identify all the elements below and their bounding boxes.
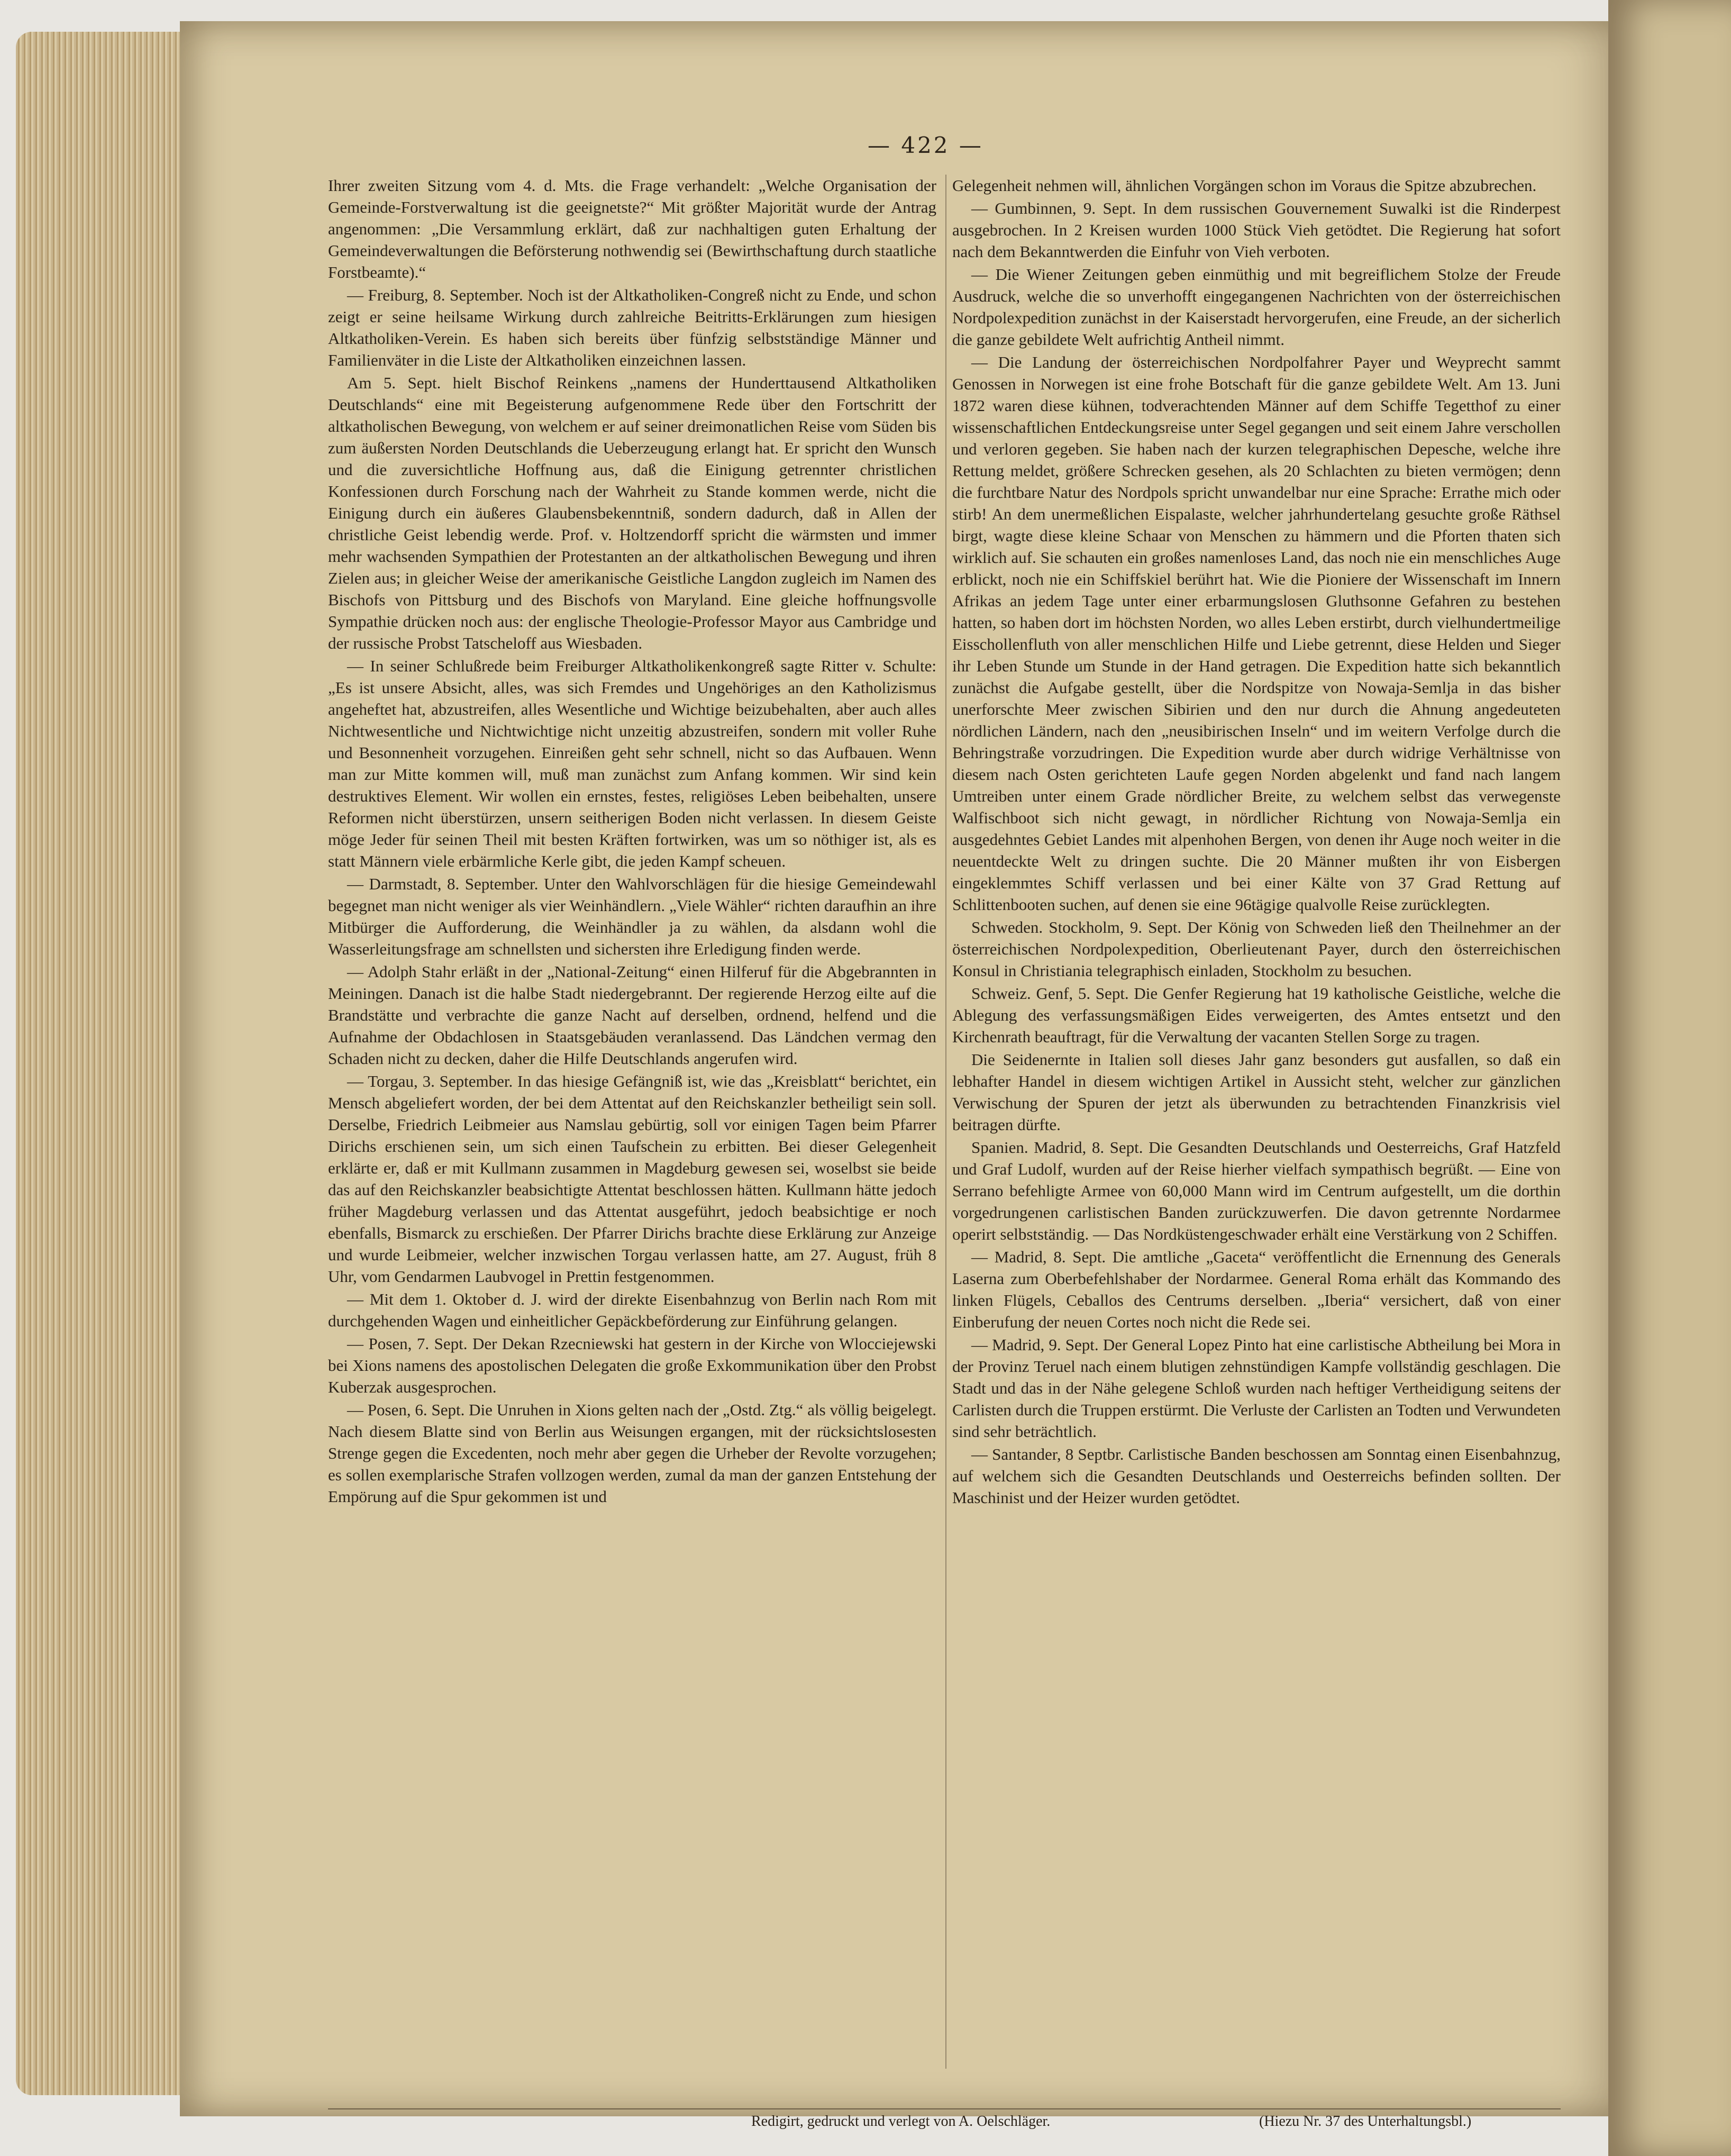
article-paragraph: — In seiner Schlußrede beim Freiburger Altkatholikenkongreß sagte Ritter v. Schulte: „Es ist unsere Absicht, alles, was sich Fremdes und Ungehöriges an den Katholizismus angeheftet hat, abzustreifen, alles Wesentliche und Wichtige beizubehalten, aber auch alles Nichtwesentliche und Nichtwichtige nicht unzeitig abzustreifen, sondern mit voller Ruhe und Besonnenheit vorzugehen. Einreißen geht sehr schnell, nicht so das Aufbauen. Wenn man zur Mitte kommen will, muß man zunächst zum Anfang kommen. Wir sind kein destruktives Element. Wir wollen ein ernstes, festes, religiöses Leben beibehalten, unsere Reformen nicht überstürzen, unsern seitherigen Boden nicht verlassen. In diesem Geiste möge Jeder für seinen Theil mit besten Kräften fortwirken, was um so nöthiger ist, als es statt Männern viele erbärmliche Kerle gibt, die jeden Kampf scheuen. — [328, 657, 936, 870]
article-paragraph: — Gumbinnen, 9. Sept. In dem russischen Gouvernement Suwalki ist die Rinderpest ausgebrochen. In 2 Kreisen wurden 1000 Stück Vieh getödtet. Die Regierung hat sofort nach dem Bekanntwerden die Einfuhr von Vieh verboten. — [952, 199, 1561, 261]
supplement-note: (Hiezu Nr. 37 des Unterhaltungsbl.) — [1259, 2113, 1472, 2130]
article-paragraph: — Torgau, 3. September. In das hiesige Gefängniß ist, wie das „Kreisblatt“ berichtet, ein Mensch abgeliefert worden, der bei dem Attentat auf den Reichskanzler betheiligt sein soll. Derselbe, Friedrich Leibmeier aus Namslau gebürtig, soll vor einigen Tagen beim Pfarrer Dirichs erschienen sein, um sich einen Taufschein zu erbitten. Bei dieser Gelegenheit erklärte er, daß er mit Kullmann zusammen in Magdeburg gewesen sei, woselbst sie beide das auf den Reichskanzler beabsichtigte Attentat beschlossen hätten. Kullmann hätte jedoch früher Magdeburg verlassen und das Attentat ausgeführt, jedoch beabsichtige er noch ebenfalls, Bismarck zu erschießen. Der Pfarrer Dirichs brachte diese Erklärung zur Anzeige und wurde Leibmeier, welcher inzwischen Torgau verlassen hatte, am 27. August, früh 8 Uhr, vom Gendarmen Laubvogel in Prettin festgenommen. — [328, 1072, 936, 1286]
article-paragraph: — Adolph Stahr erläßt in der „National-Zeitung“ einen Hilferuf für die Abgebrannten in Meiningen. Danach ist die halbe Stadt niedergebrannt. Der regierende Herzog eilte auf die Brandstätte und verbrachte die ganze Nacht auf derselben, ordnend, helfend und die Aufnahme der Obdachlosen in Staatsgebäuden veranlassend. Das Ländchen vermag den Schaden nicht zu decken, daher die Hilfe Deutschlands angerufen wird. — [328, 962, 936, 1068]
article-paragraph: Die Seidenernte in Italien soll dieses Jahr ganz besonders gut ausfallen, so daß ein lebhafter Handel in diesem wichtigen Artikel in Aussicht steht, welcher zur gänzlichen Verwischung der Spuren der jetzt als überwunden zu betrachtenden Finanzkrisis viel beitragen dürfte. — [952, 1050, 1561, 1134]
article-paragraph: — Santander, 8 Septbr. Carlistische Banden beschossen am Sonntag einen Eisenbahnzug, auf welchem sich die Gesandten Deutschlands und Oesterreichs befinden sollten. Der Maschinist und der Heizer wurden getödtet. — [952, 1445, 1561, 1507]
article-paragraph: — Posen, 6. Sept. Die Unruhen in Xions gelten nach der „Ostd. Ztg.“ als völlig beigelegt. Nach diesem Blatte sind von Berlin aus Weisungen ergangen, mit der rücksichtslosesten Strenge gegen die Excedenten, noch mehr aber gegen die Urheber der Revolte vorzugehen; es sollen exemplarische Strafen vollzogen werden, zumal da man der ganzen Entstehung der Empörung auf die Spur gekommen ist und — [328, 1400, 936, 1506]
article-paragraph: — Darmstadt, 8. September. Unter den Wahlvorschlägen für die hiesige Gemeindewahl begegnet man nicht weniger als vier Weinhändlern. „Viele Wähler“ richten daraufhin an ihre Mitbürger die Aufforderung, die Weinhändler ja zu wählen, da alsdann wohl die Wasserleitungsfrage am schnellsten und sichersten ihre Erledigung finden werde. — [328, 875, 936, 958]
right-column — [952, 175, 1561, 2079]
article-paragraph: — Freiburg, 8. September. Noch ist der Altkatholiken-Congreß nicht zu Ende, und schon zeigt er seine heilsame Wirkung durch zahlreiche Beitritts-Erklärungen zum hiesigen Altkatholiken-Verein. Es haben sich bereits über fünfzig selbstständige Männer und Familienväter in die Liste der Altkatholiken einzeichnen lassen. — [328, 286, 936, 369]
article-paragraph: — Die Landung der österreichischen Nordpolfahrer Payer und Weyprecht sammt Genossen in Norwegen ist eine frohe Botschaft für die ganze gebildete Welt. Am 13. Juni 1872 waren diese kühnen, todverachtenden Männer auf dem Schiffe Tegetthof zu einer wissenschaftlichen Entdeckungsreise unter Segel gegangen und seit einem Jahre verschollen und verloren gegeben. Sie haben nach der kurzen telegraphischen Depesche, welche ihre Rettung meldet, größere Schrecken gesehen, als 20 Schlachten zu bieten vermögen; denn die furchtbare Natur des Nordpols spricht unwandelbar nur eine Sprache: Errathe mich oder stirb! An dem unermeßlichen Eispalaste, welcher jahrhundertelang gesuchte große Räthsel birgt, wagte diese kleine Schaar von Menschen zu hämmern und die Pforten thaten sich wirklich auf. Sie schauten ein großes namenloses Land, das noch nie ein menschliches Auge erblickt, noch nie ein Schiffskiel berührt hat. Wie die Pioniere der Wissenschaft im Innern Afrikas an jedem Tage unter einer erbarmungslosen Gluthsonne Gefahren zu bestehen hatten, so haben dort im höchsten Norden, wo alles Leben erstirbt, durch vielhundertmeilige Eisschollenfluth von aller menschlichen Hilfe und Liebe getrennt, diese Helden und Sieger ihr Leben Stunde um Stunde in der Hand getragen. Die Expedition hatte sich bekanntlich zunächst die Aufgabe gestellt, über die Nordspitze von Nowaja-Semlja in das bisher unerforschte Meer zwischen Sibirien und den nur durch die Ahnung angedeuteten nördlichen Ländern, nach den „neusibirischen Inseln“ und im weitern Verfolge durch die Behringstraße vorzudringen. Die Expedition wurde aber durch widrige Verhältnisse von diesem nach Osten gerichteten Laufe gegen Norden abgelenkt und fand nach langem Umtreiben unter einem Grade nördlicher Breite, zu welchem selbst das verwegenste Walfischboot sich nicht gewagt, in nördlicher Richtung von Nowaja-Semlja ein ausgedehntes Gebiet Landes mit alpenhohen Bergen, von denen ihr Auge noch weiter in die neuentdeckte Welt zu dringen suchte. Die 20 Männer mußten ihr von Eisbergen eingeklemmtes Schiff verlassen und bei einer Kälte von 37 Grad Rettung auf Schlittenbooten suchen, auf denen sie eine 96tägige qualvolle Reise zurücklegten. — [952, 353, 1561, 914]
left-column — [328, 175, 936, 2079]
article-paragraph: — Madrid, 9. Sept. Der General Lopez Pinto hat eine carlistische Abtheilung bei Mora in der Provinz Teruel nach einem blutigen zehnstündigen Kampfe vollständig geschlagen. Die Stadt und das in der Nähe gelegene Schloß wurden nach heftiger Vertheidigung seitens der Carlisten durch die Truppen erstürmt. Die Verluste der Carlisten an Todten und Verwundeten sind sehr beträchtlich. — [952, 1335, 1561, 1441]
footer-rule — [328, 2108, 1561, 2109]
column-divider — [945, 175, 946, 2069]
adjacent-page — [1608, 0, 1731, 2156]
article-paragraph: — Mit dem 1. Oktober d. J. wird der direkte Eisenbahnzug von Berlin nach Rom mit durchgehenden Wagen und einheitlicher Gepäckbeförderung zur Einführung gelangen. — [328, 1290, 936, 1330]
article-paragraph: — Posen, 7. Sept. Der Dekan Rzecniewski hat gestern in der Kirche von Wlocciejewski bei Xions namens des apostolischen Delegaten die große Exkommunikation über den Probst Kuberzak ausgesprochen. — [328, 1334, 936, 1396]
article-paragraph: — Die Wiener Zeitungen geben einmüthig und mit begreiflichem Stolze der Freude Ausdruck, welche die so unverhofft eingegangenen Nachrichten von der österreichischen Nordpolexpedition zunächst in der Kaiserstadt hervorgerufen, eine Freude, an der sicherlich die ganze gebildete Welt aufrichtig Antheil nimmt. — [952, 265, 1561, 349]
page-number: — 422 — — [868, 132, 983, 158]
article-paragraph: Ihrer zweiten Sitzung vom 4. d. Mts. die Frage verhandelt: „Welche Organisation der Gemeinde-Forstverwaltung ist die geeignetste?“ Mit größter Majorität wurde der Antrag angenommen: „Die Versammlung erklärt, daß zur nachhaltigen guten Erhaltung der Gemeindeverwaltungen die Beförsterung nothwendig sei (Bewirthschaftung durch staatliche Forstbeamte).“ — [328, 176, 936, 281]
article-paragraph: — Madrid, 8. Sept. Die amtliche „Gaceta“ veröffentlicht die Ernennung des Generals Laserna zum Oberbefehlshaber der Nordarmee. General Roma erhält das Kommando des linken Flügels, Ceballos des Centrums derselben. „Iberia“ versichert, daß von einer Einberufung der neuen Cortes noch nicht die Rede sei. — [952, 1248, 1561, 1331]
article-paragraph: Am 5. Sept. hielt Bischof Reinkens „namens der Hunderttausend Altkatholiken Deutschlands“ eine mit Begeisterung aufgenommene Rede über den Fortschritt der altkatholischen Bewegung, von welchem er auf seiner dreimonatlichen Reise vom Süden bis zum äußersten Norden Deutschlands die Ueberzeugung erlangt hat. Er spricht den Wunsch und die zuversichtliche Hoffnung aus, daß die Einigung getrennter christlichen Konfessionen durch Forschung nach der Wahrheit zu Stande kommen werde, nicht die Einigung durch ein äußeres Glaubensbekenntniß, sondern dadurch, daß in Allen der christliche Geist lebendig werde. Prof. v. Holtzendorff spricht die wärmsten und immer mehr wachsenden Sympathien der Protestanten an der altkatholischen Bewegung und ihren Zielen aus; in gleicher Weise der amerikanische Geistliche Langdon zugleich im Namen des Bischofs von Pittsburg und des Bischofs von Maryland. Eine gleiche hoffnungsvolle Sympathie drücken noch aus: der englische Theologie-Professor Mayor aus Cambridge und der russische Probst Tatscheloff aus Wiesbaden. — [328, 374, 936, 652]
article-paragraph: Spanien. Madrid, 8. Sept. Die Gesandten Deutschlands und Oesterreichs, Graf Hatzfeld und Graf Ludolf, wurden auf der Reise hierher vielfach sympathisch begrüßt. — Eine von Serrano befehligte Armee von 60,000 Mann wird im Centrum aufgestellt, um die dorthin vorgedrungenen carlistischen Banden zurückzuwerfen. Die davon getrennte Nordarmee operirt selbstständig. — Das Nordküstengeschwader erhält eine Verstärkung von 2 Schiffen. — [952, 1138, 1561, 1243]
article-paragraph: Schweden. Stockholm, 9. Sept. Der König von Schweden ließ den Theilnehmer an der österreichischen Nordpolexpedition, Oberlieutenant Payer, durch den österreichischen Konsul in Christiania telegraphisch einladen, Stockholm zu besuchen. — [952, 918, 1561, 980]
article-paragraph: Gelegenheit nehmen will, ähnlichen Vorgängen schon im Voraus die Spitze abzubrechen. — [952, 176, 1537, 195]
imprint: Redigirt, gedruckt und verlegt von A. Oelschläger. — [751, 2113, 1051, 2130]
article-paragraph: Schweiz. Genf, 5. Sept. Die Genfer Regierung hat 19 katholische Geistliche, welche die Ablegung des verfassungsmäßigen Eides verweigerten, des Amtes entsetzt und den Kirchenrath beauftragt, für die Verwaltung der vacanten Stellen Sorge zu tragen. — [952, 984, 1561, 1046]
